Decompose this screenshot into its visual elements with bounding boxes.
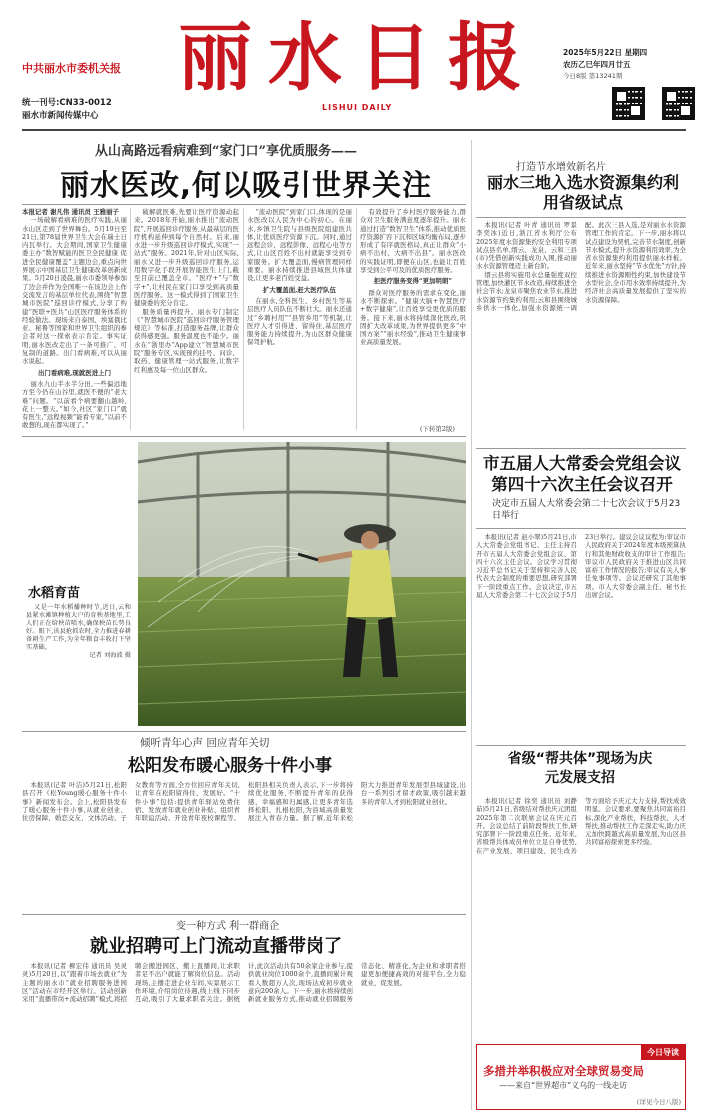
- youth-headline: 松阳发布暖心服务十件小事: [128, 756, 332, 776]
- newspaper-title: 丽水日报: [178, 15, 538, 101]
- today-guide-box[interactable]: [476, 1044, 686, 1110]
- congress-subhead: 决定市五届人大常委会第二十七次会议于5月23日举行: [492, 499, 681, 521]
- masthead-divider: [22, 129, 686, 131]
- water-kicker: 打造节水增效新名片: [516, 162, 606, 173]
- lead-paragraph: 群众对医疗服务的需求在变化,丽水不断探索。“健康大脑+智慧医疗+数字健康”,让百姓享受更优质的服务。接下来,丽水将持续深化医改,巩固扩大改革成果,为世界提供更多“中国方案”“丽水经验”,推动卫生健康事业高质量发展。: [360, 288, 466, 347]
- guide-headline: 多措并举积极应对全球贸易变局: [483, 1064, 644, 1078]
- lead-paragraph: 一场破解看病难的医疗实践,从丽水山区走到了世界舞台。5月19日至21日,第78届世界卫生大会在瑞士日内瓦举行。大会期间,国家卫生健康委主办“数智赋能的医卫全民健康 促进全民健康覆盖”主题边会,重点向世界展示中国基层卫生健康改革创新成果。5月20日凌晨,丽水市委领导参加了边会并作为全国唯一在该边会上作交流发言的基层单位代表,围绕“智慧城市医院”巡回诊疗模式,分享了构建“医联+医共”山区医疗服务体系的经验做法。现场来自泰国、埃塞俄比亚、秘鲁等国家和世界卫生组织的参会者对这一探索表示肯定。事实证明,丽水医改走出了一条可推广、可复制的道路。出门看病难,可以从丽水说起。: [22, 216, 127, 366]
- youth-body: [22, 781, 466, 907]
- lead-byline: 本报记者 谢凡伟 通讯员 王雅丽子: [22, 208, 119, 216]
- lead-subhead: 扩大覆盖面,赶大医疗队伍: [262, 285, 337, 294]
- lead-subhead: 拒医疗服务变得“更加明朗”: [373, 277, 453, 286]
- issn: 统一刊号:CN33-0012: [22, 98, 112, 108]
- water-paragraph: 缙云县将实施用水总量强度双控管理,加快灌区节水改造,持续推进全社会节水;龙泉市聚焦农业节水,推进水资源节约集约利用;云和县围绕城乡供水一体化,加强水资源统一调配。此次三县入选,是对丽水水资源管理工作的肯定。下一步,丽水将以试点建设为契机,完善节水制度,创新节水模式,提升水资源利用效率,为全省水资源集约利用提供丽水样板。近年来,丽水坚持“节水优先”方针,持续推进水资源刚性约束,加快建设节水型社会,全市用水效率持续提升,为经济社会高质量发展提供了坚实的水资源保障。: [476, 221, 686, 312]
- lead-paragraph: 在丽水,全科医生、乡村医生等基层医疗人员队伍不断壮大。丽水还通过“乡聘村用”“县管乡用”等机制,让医疗人才引得进、留得住,基层医疗服务能力持续提升,为山区群众健康保驾护航。: [247, 296, 352, 347]
- lead-headline: 丽水医改,何以吸引世界关注: [60, 168, 433, 202]
- help-paragraph: 本报讯(记者 徐奕 通讯员 刘静茹)5月21日,省级结对帮扶庆元团组2025年第二次联席会议在庆元召开。会议总结了前阶段帮扶工作,研究部署下一阶段重点任务。近年来,省级帮共体成员单位立足自身优势,在产业发展、项目建设、民生改善等方面给予庆元大力支持,帮扶成效明显。会议要求,要聚焦共同富裕目标,深化产业帮扶、科技帮扶、人才帮扶,推动帮扶工作走深走实,助力庆元加快跨越式高质量发展,为山区县共同富裕探索更多经验。: [476, 797, 686, 855]
- youth-kicker: 倾听青年心声 回应青年关切: [140, 737, 270, 749]
- pages-line: 今日8版 第13241期: [563, 72, 623, 80]
- lead-column-1: [22, 208, 127, 638]
- masthead: [0, 0, 708, 132]
- publisher: 丽水市新闻传媒中心: [22, 111, 99, 121]
- today-guide-label: 今日导读: [641, 1045, 685, 1060]
- lead-column-3: [247, 208, 352, 428]
- lead-paragraph: “流动医院”到家门口,体现的是丽水医改以人民为中心的初心。在丽水,乡镇卫生院与县级医院组建医共体,让优质医疗资源下沉。同时,通过远程会诊、远程影像、远程心电等方式,让山区百姓不出村就能享受到专家服务。扩大覆盖面,慢病管理同样重要。丽水持续推进县域医共体建设,让更多老百姓受益。: [247, 208, 352, 283]
- guide-page-ref: (详见今日八版): [636, 1098, 681, 1106]
- qr-code-icon: [662, 87, 695, 120]
- congress-headline: 市五届人大常委会党组会议第四十六次主任会议召开: [483, 454, 681, 494]
- congress-paragraph: 本报讯(记者 赵小翠)5月21日,市人大常委会党组书记、主任主持召开市五届人大常委会党组会议、第四十六次主任会议。会议学习贯彻习近平总书记关于坚持和完善人民代表大会制度的重要思想,研究部署下一阶段重点工作。会议决定,市五届人大常委会第二十七次会议于5月23日举行。建议会议议程为:审议市人民政府关于2024年度本级预算执行和其他财政收支的审计工作报告;审议市人民政府关于推进山区共同富裕工作情况的报告;审议有关人事任免事项等。会议还研究了其他事项。市人大常委会副主任、秘书长出席会议。: [476, 533, 686, 600]
- lead-paragraph: 丽水九山半水半分田,一些偏远地方至今仍在山谷里,就医不便的“老大难”问题。“以前看个病要翻山越岭,花上一整天。”如今,社区“家门口”就有医生,“远程视频”能看专家,“以前不敢想的,现在都实现了。”: [22, 379, 127, 430]
- photo-credit: 记者 刘海波 摄: [89, 652, 131, 659]
- newspaper-title-en: LISHUI DAILY: [322, 103, 393, 112]
- lead-paragraph: 有效提升了乡村医疗服务能力,群众对卫生服务满意度逐年提升。丽水通过打造“数智卫生”体系,推动优质医疗资源扩容下沉和区域均衡布局,逐步形成了有序就医格局,真正让群众“小病不出村、大病不出县”。丽水医改的实践证明,即便在山区,也能让百姓享受到公平可及的优质医疗服务。: [360, 208, 466, 275]
- lunar-line: 农历乙巳年四月廿五: [563, 60, 631, 69]
- rice-seedling-photo: [138, 442, 466, 726]
- lead-paragraph: 破解就医难,先要让医疗资源动起来。2018年开始,丽水推出“流动医院”,开展巡回诊疗服务,从最基层的医疗机构延伸到每个自然村。后来,丽水进一步升级巡回诊疗模式,实现“一站式”服务。2021年,针对山区实际,丽水又进一步升级巡回诊疗服务,运用数字化手段开展智能医生上门,截至目前已覆盖全市。“医疗+”与“数字+”,让村民在家门口享受到高质量医疗服务。这一模式得到了国家卫生健康委的充分肯定。: [134, 208, 239, 308]
- date-line: 2025年5月22日 星期四: [563, 48, 648, 57]
- water-byline: 本报讯(记者 叶青 通讯员 罗景 李奕冰)近日,浙江省水利厅公布2025年度水资源集约安全利用专项试点县名单,缙云、龙泉、云和三县(市)凭借创新实践成功入围,推动丽水水资源管理迈上新台阶。: [476, 221, 577, 271]
- jobs-body: [22, 962, 466, 1110]
- youth-paragraph: 本报讯(记者 叶洁)5月21日,松阳县召开《松Young暖心服务十件小事》新闻发布会。会上,松阳县发布了暖心服务十件小事,从就业创业、住房保障、婚恋交友、文体活动、子女教育等方面,全方位回应青年关切,让青年在松阳留得住、发展好。“十件小事”包括:提供青年驿站免费住宿、发放青年就业创业补贴、组织青年联谊活动、开设青年夜校课程等。松阳县相关负责人表示,下一步将持续优化服务,不断提升青年的获得感、幸福感和归属感,让更多青年选择松阳、扎根松阳,为县域高质量发展注入青春力量。据了解,近年来松阳大力推进青年发展型县域建设,出台一系列引才留才政策,吸引越来越多的青年人才到松阳就业创业。: [22, 781, 466, 823]
- lead-column-4: [360, 208, 466, 424]
- lead-subhead: 出门看病难,现就医进上门: [37, 368, 112, 377]
- lead-kicker: 从山高路远看病难到“家门口”享优质服务——: [95, 144, 357, 159]
- lead-paragraph: 服务质量再提升。丽水专门制定《“智慧城市医院”巡回诊疗服务管理规范》等标准,打造服务品牌,让群众获得感更强。服务温度也不能少。丽水在“浙里办”App建立“智慧城市医院”服务专区,实现预约挂号、问诊、取药、健康管理一站式服务,让数字红利惠及每一位山区群众。: [134, 307, 239, 374]
- jobs-kicker: 变一种方式 利一群商企: [176, 921, 280, 932]
- water-body: [476, 221, 686, 423]
- guide-subhead: ——来自“世界超市”义乌的一线走访: [499, 1081, 628, 1090]
- photo-caption-text: 又是一年水稻播种时节,近日,云和县紧水滩镇种植大户的育秧基地里,工人们正在给秧苗喷水,确保秧苗长势良好。眼下,该县抢抓农时,全力推进春耕备耕生产工作,为全年粮食丰收打下坚实基础。: [26, 604, 131, 651]
- jobs-paragraph: 本报讯(记者 柳宏伟 通讯员 吴灵灵)5月20日,以“跟着市场去就业”为主题的丽水市“就业招聘服务进园区”活动在市经开区举行。活动创新采用“直播带岗+流动招聘”模式,将招聘会搬进园区、搬上直播间,让求职者足不出户就能了解岗位信息。活动现场,主播走进企业车间,实景展示工作环境,介绍岗位待遇,线上线下同步互动,吸引了大量求职者关注。据统计,此次活动共有50余家企业参与,提供就业岗位1000余个,直播间累计观看人数超万人次,现场达成初步就业意向200余人。下一步,丽水将持续创新就业服务方式,推动就业招聘服务常态化、精准化,为企业和求职者搭建更加便捷高效的对接平台,全力稳就业、促发展。: [22, 962, 466, 1004]
- photo-illustration: [138, 442, 466, 726]
- congress-body: [476, 533, 686, 741]
- lead-column-2: [134, 208, 239, 428]
- qr-code-icon: [612, 87, 645, 120]
- help-headline: 省级“帮共体”现场为庆元发展支招: [507, 751, 653, 786]
- continue-note: (下转第2版): [420, 425, 455, 433]
- help-body: [476, 797, 686, 1039]
- party-label: 中共丽水市委机关报: [22, 62, 121, 75]
- jobs-headline: 就业招聘可上门流动直播带岗了: [90, 936, 342, 957]
- photo-title: 水稻育苗: [28, 586, 81, 601]
- water-headline: 丽水三地入选水资源集约利用省级试点: [486, 173, 679, 212]
- photo-caption: [26, 604, 131, 660]
